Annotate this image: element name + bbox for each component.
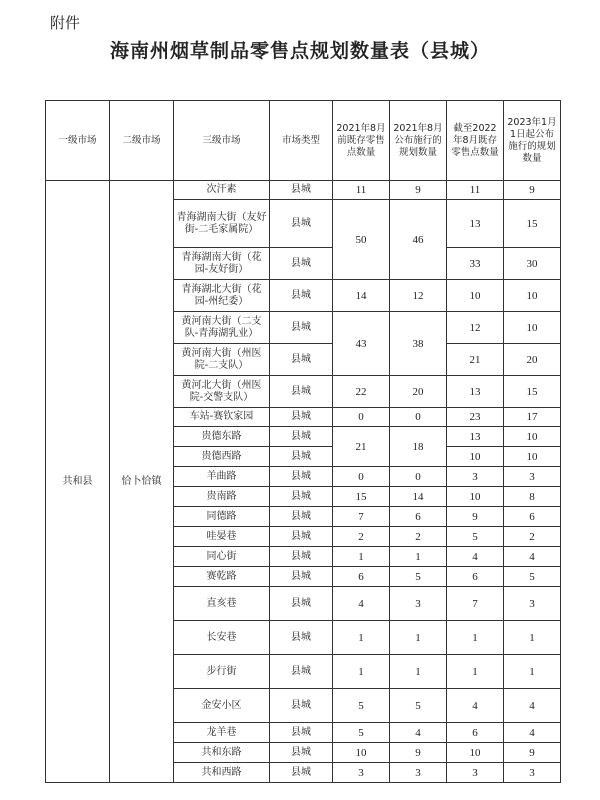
market-type: 县城 xyxy=(270,743,333,763)
planned-2021: 9 xyxy=(390,743,447,763)
market-type: 县城 xyxy=(270,447,333,467)
planned-2023: 10 xyxy=(504,280,561,312)
planned-2023: 3 xyxy=(504,587,561,621)
market-type: 县城 xyxy=(270,280,333,312)
header-planned-2021: 2021年8月公布施行的规划数量 xyxy=(390,101,447,181)
header-planned-2023: 2023年1月1日起公布施行的规划数量 xyxy=(504,101,561,181)
street-name: 贵南路 xyxy=(174,487,270,507)
existing-2021: 1 xyxy=(333,655,390,689)
planned-2023: 2 xyxy=(504,527,561,547)
existing-2022: 4 xyxy=(447,547,504,567)
header-level1: 一级市场 xyxy=(46,101,110,181)
planned-2023: 3 xyxy=(504,763,561,783)
existing-2022: 9 xyxy=(447,507,504,527)
existing-2022: 1 xyxy=(447,621,504,655)
header-type: 市场类型 xyxy=(270,101,333,181)
existing-2022: 5 xyxy=(447,527,504,547)
market-type: 县城 xyxy=(270,200,333,248)
market-type: 县城 xyxy=(270,655,333,689)
planned-2023: 15 xyxy=(504,376,561,408)
planned-2021: 1 xyxy=(390,547,447,567)
planned-2023: 4 xyxy=(504,547,561,567)
existing-2021: 0 xyxy=(333,467,390,487)
planned-2021: 18 xyxy=(390,427,447,467)
planned-2021: 0 xyxy=(390,408,447,427)
street-name: 车站-赛钦家园 xyxy=(174,408,270,427)
market-type: 县城 xyxy=(270,487,333,507)
existing-2021: 1 xyxy=(333,621,390,655)
existing-2022: 1 xyxy=(447,655,504,689)
existing-2022: 10 xyxy=(447,487,504,507)
level2-cell: 恰卜恰镇 xyxy=(110,181,174,783)
planned-2021: 3 xyxy=(390,763,447,783)
planned-2023: 5 xyxy=(504,567,561,587)
planned-2021: 12 xyxy=(390,280,447,312)
existing-2021: 22 xyxy=(333,376,390,408)
street-name: 青海湖南大街（友好街-二毛家属院） xyxy=(174,200,270,248)
existing-2022: 10 xyxy=(447,743,504,763)
existing-2021: 5 xyxy=(333,689,390,723)
market-type: 县城 xyxy=(270,181,333,200)
street-name: 金安小区 xyxy=(174,689,270,723)
existing-2022: 6 xyxy=(447,567,504,587)
market-type: 县城 xyxy=(270,312,333,344)
existing-2022: 13 xyxy=(447,200,504,248)
existing-2022: 12 xyxy=(447,312,504,344)
planned-2021: 2 xyxy=(390,527,447,547)
market-type: 县城 xyxy=(270,408,333,427)
planned-2021: 4 xyxy=(390,723,447,743)
existing-2022: 21 xyxy=(447,344,504,376)
planned-2023: 15 xyxy=(504,200,561,248)
street-name: 黄河南大街（州医院-二支队） xyxy=(174,344,270,376)
planned-2023: 9 xyxy=(504,743,561,763)
street-name: 同德路 xyxy=(174,507,270,527)
market-type: 县城 xyxy=(270,763,333,783)
planned-2023: 10 xyxy=(504,427,561,447)
market-type: 县城 xyxy=(270,467,333,487)
existing-2022: 3 xyxy=(447,467,504,487)
market-type: 县城 xyxy=(270,621,333,655)
planned-2023: 30 xyxy=(504,248,561,280)
level1-cell: 共和县 xyxy=(46,181,110,783)
street-name: 羊曲路 xyxy=(174,467,270,487)
page-title: 海南州烟草制品零售点规划数量表（县城） xyxy=(109,40,490,62)
street-name: 次汗素 xyxy=(174,181,270,200)
planned-2021: 14 xyxy=(390,487,447,507)
planned-2023: 20 xyxy=(504,344,561,376)
planned-2021: 5 xyxy=(390,689,447,723)
existing-2021: 14 xyxy=(333,280,390,312)
planned-2021: 38 xyxy=(390,312,447,376)
existing-2022: 13 xyxy=(447,376,504,408)
street-name: 青海湖南大街（花园-友好街） xyxy=(174,248,270,280)
header-level2: 二级市场 xyxy=(110,101,174,181)
street-name: 龙羊巷 xyxy=(174,723,270,743)
retail-points-table xyxy=(45,100,561,783)
planned-2021: 6 xyxy=(390,507,447,527)
street-name: 长安巷 xyxy=(174,621,270,655)
existing-2021: 21 xyxy=(333,427,390,467)
street-name: 贵德东路 xyxy=(174,427,270,447)
market-type: 县城 xyxy=(270,248,333,280)
existing-2021: 1 xyxy=(333,547,390,567)
planned-2021: 1 xyxy=(390,655,447,689)
header-level3: 三级市场 xyxy=(174,101,270,181)
existing-2021: 6 xyxy=(333,567,390,587)
existing-2021: 10 xyxy=(333,743,390,763)
market-type: 县城 xyxy=(270,587,333,621)
planned-2021: 20 xyxy=(390,376,447,408)
planned-2023: 17 xyxy=(504,408,561,427)
street-name: 直亥巷 xyxy=(174,587,270,621)
street-name: 步行街 xyxy=(174,655,270,689)
planned-2023: 10 xyxy=(504,447,561,467)
street-name: 哇晏巷 xyxy=(174,527,270,547)
existing-2022: 4 xyxy=(447,689,504,723)
market-type: 县城 xyxy=(270,376,333,408)
planned-2021: 9 xyxy=(390,181,447,200)
street-name: 共和西路 xyxy=(174,763,270,783)
existing-2021: 3 xyxy=(333,763,390,783)
existing-2022: 10 xyxy=(447,280,504,312)
market-type: 县城 xyxy=(270,344,333,376)
planned-2023: 1 xyxy=(504,621,561,655)
planned-2021: 3 xyxy=(390,587,447,621)
existing-2021: 50 xyxy=(333,200,390,280)
existing-2021: 15 xyxy=(333,487,390,507)
planned-2023: 9 xyxy=(504,181,561,200)
planned-2023: 8 xyxy=(504,487,561,507)
existing-2022: 33 xyxy=(447,248,504,280)
existing-2021: 0 xyxy=(333,408,390,427)
existing-2021: 4 xyxy=(333,587,390,621)
market-type: 县城 xyxy=(270,689,333,723)
street-name: 赛乾路 xyxy=(174,567,270,587)
market-type: 县城 xyxy=(270,427,333,447)
street-name: 同心街 xyxy=(174,547,270,567)
existing-2022: 3 xyxy=(447,763,504,783)
existing-2022: 11 xyxy=(447,181,504,200)
market-type: 县城 xyxy=(270,723,333,743)
street-name: 贵德西路 xyxy=(174,447,270,467)
planned-2021: 0 xyxy=(390,467,447,487)
market-type: 县城 xyxy=(270,547,333,567)
existing-2021: 7 xyxy=(333,507,390,527)
existing-2021: 11 xyxy=(333,181,390,200)
planned-2021: 46 xyxy=(390,200,447,280)
street-name: 黄河北大街（州医院-交警支队） xyxy=(174,376,270,408)
planned-2021: 5 xyxy=(390,567,447,587)
planned-2023: 3 xyxy=(504,467,561,487)
planned-2023: 10 xyxy=(504,312,561,344)
header-row xyxy=(46,101,561,181)
planned-2023: 6 xyxy=(504,507,561,527)
existing-2021: 43 xyxy=(333,312,390,376)
planned-2023: 4 xyxy=(504,723,561,743)
planned-2023: 4 xyxy=(504,689,561,723)
street-name: 共和东路 xyxy=(174,743,270,763)
header-existing-2022: 截至2022年8月既存零售点数量 xyxy=(447,101,504,181)
header-existing-2021: 2021年8月前既存零售点数量 xyxy=(333,101,390,181)
planned-2021: 1 xyxy=(390,621,447,655)
street-name: 青海湖北大街（花园-州纪委） xyxy=(174,280,270,312)
market-type: 县城 xyxy=(270,527,333,547)
market-type: 县城 xyxy=(270,567,333,587)
existing-2022: 23 xyxy=(447,408,504,427)
table-row xyxy=(46,181,561,200)
existing-2022: 6 xyxy=(447,723,504,743)
existing-2022: 10 xyxy=(447,447,504,467)
existing-2022: 13 xyxy=(447,427,504,447)
existing-2021: 5 xyxy=(333,723,390,743)
street-name: 黄河南大街（二支队-青海湖乳业） xyxy=(174,312,270,344)
attachment-label: 附件 xyxy=(50,14,81,32)
existing-2021: 2 xyxy=(333,527,390,547)
existing-2022: 7 xyxy=(447,587,504,621)
planned-2023: 1 xyxy=(504,655,561,689)
market-type: 县城 xyxy=(270,507,333,527)
